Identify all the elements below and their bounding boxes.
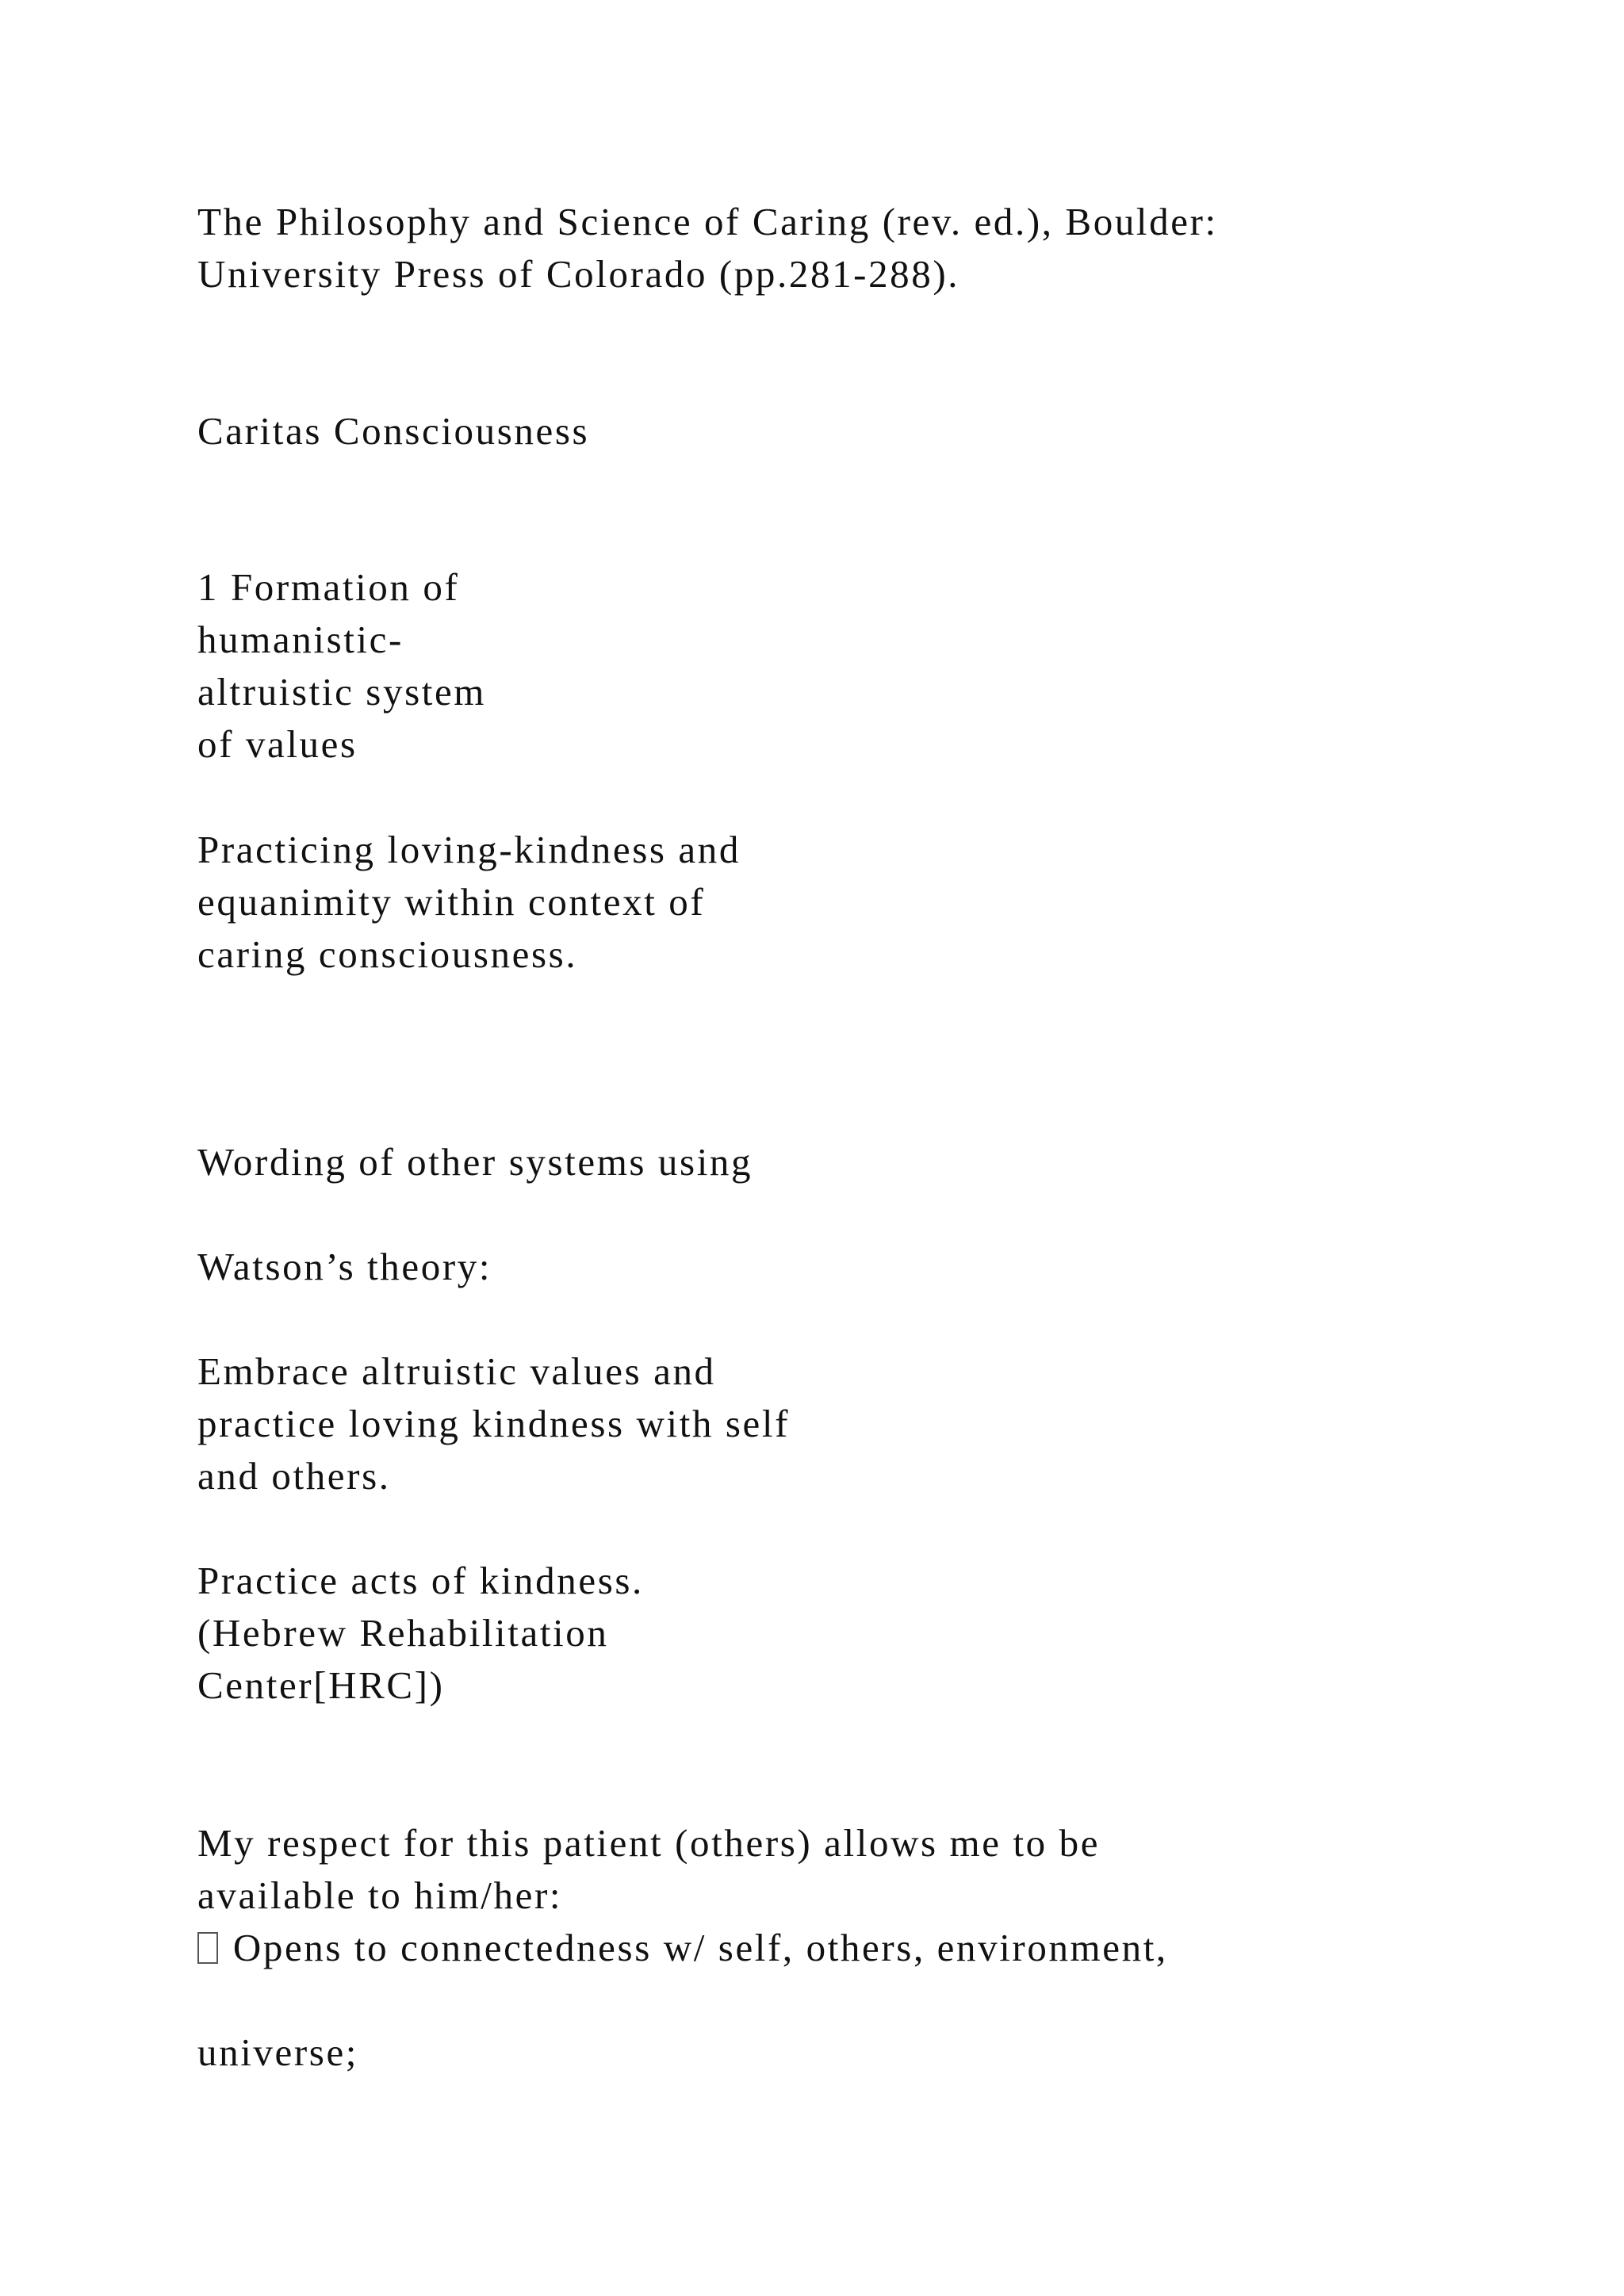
respect-line-2: available to him/her:: [197, 1873, 563, 1917]
respect-line-4: universe;: [197, 2030, 359, 2074]
respect-bullet-line: [197, 1922, 1168, 1974]
other-systems-line-2: Watson’s theory:: [197, 1245, 492, 1288]
respect-line-1: My respect for this patient (others) allows me to be: [197, 1821, 1101, 1865]
caritas-process-line-1: Practicing loving-kindness and: [197, 828, 741, 871]
citation-line-2: University Press of Colorado (pp.281-288).: [197, 252, 960, 296]
unknown-glyph-box-icon: [197, 1932, 218, 1964]
factor-line-2: humanistic-: [197, 618, 404, 661]
citation-line-1: The Philosophy and Science of Caring (rev. ed.), Boulder:: [197, 200, 1218, 243]
embrace-line-3: and others.: [197, 1454, 391, 1498]
hrc-line-1: Practice acts of kindness.: [197, 1559, 644, 1602]
factor-line-3: altruistic system: [197, 670, 487, 714]
caritas-process-line-3: caring consciousness.: [197, 932, 578, 976]
caritas-process-line-2: equanimity within context of: [197, 880, 706, 924]
section-heading: Caritas Consciousness: [197, 409, 590, 453]
other-systems-line-1: Wording of other systems using: [197, 1140, 753, 1184]
respect-line-3: Opens to connectedness w/ self, others, environment,: [232, 1926, 1168, 1969]
hrc-line-3: Center[HRC]): [197, 1663, 445, 1707]
embrace-line-1: Embrace altruistic values and: [197, 1349, 716, 1393]
factor-line-1: 1 Formation of: [197, 565, 460, 609]
factor-line-4: of values: [197, 722, 358, 766]
hrc-line-2: (Hebrew Rehabilitation: [197, 1611, 609, 1655]
embrace-line-2: practice loving kindness with self: [197, 1402, 791, 1445]
